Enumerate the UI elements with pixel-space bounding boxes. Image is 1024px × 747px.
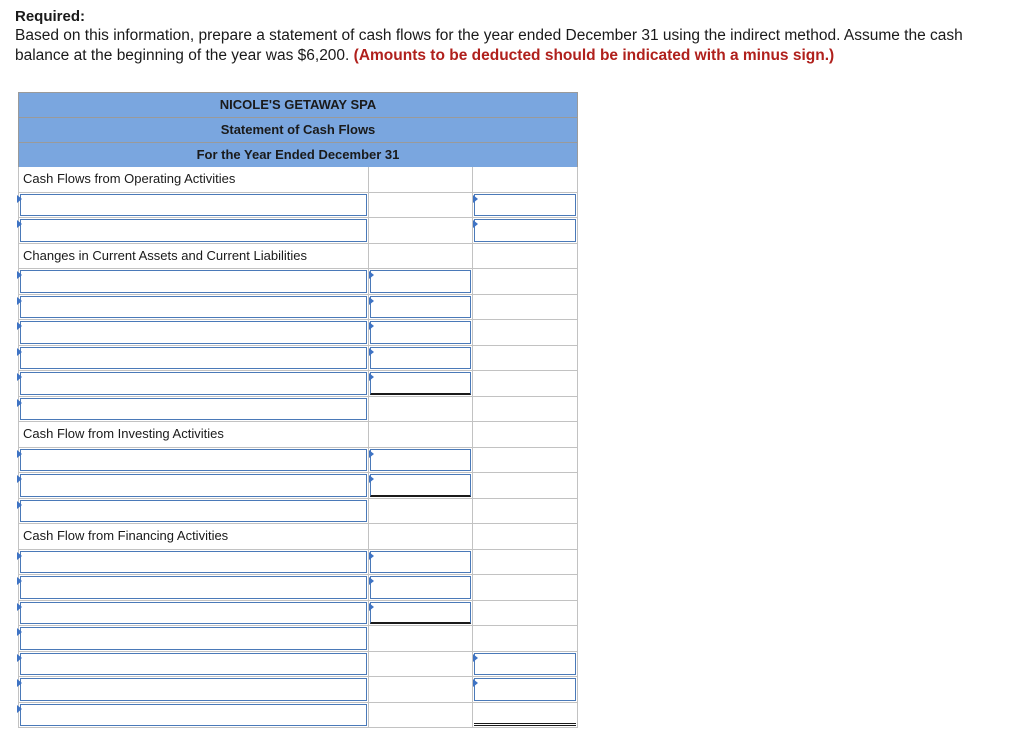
changes-row-4: [18, 346, 578, 372]
operating-row-1: [18, 193, 578, 219]
dropdown-arrow-icon: [473, 654, 478, 662]
empty-cell: [472, 295, 577, 320]
amount-input[interactable]: [472, 652, 577, 677]
account-select[interactable]: [19, 193, 368, 218]
dropdown-arrow-icon: [369, 271, 374, 279]
empty-cell: [472, 167, 577, 192]
beginning-cash-row: [18, 677, 578, 703]
dropdown-arrow-icon: [369, 373, 374, 381]
investing-label: Cash Flow from Investing Activities: [23, 426, 224, 441]
dropdown-arrow-icon: [17, 628, 22, 636]
financing-row-2: [18, 575, 578, 601]
empty-cell: [368, 703, 472, 728]
empty-cell: [368, 626, 472, 651]
financing-header-row: [18, 524, 578, 550]
changes-row-2: [18, 295, 578, 321]
empty-cell: [472, 601, 577, 626]
empty-cell: [368, 524, 472, 549]
empty-cell: [368, 244, 472, 269]
dropdown-arrow-icon: [17, 705, 22, 713]
empty-cell: [472, 320, 577, 345]
empty-cell: [368, 167, 472, 192]
empty-cell: [472, 550, 577, 575]
investing-total-row: [18, 499, 578, 525]
dropdown-arrow-icon: [17, 297, 22, 305]
dropdown-arrow-icon: [17, 195, 22, 203]
minus-sign-note: (Amounts to be deducted should be indicated with a minus sign.): [353, 47, 835, 64]
statement-period: For the Year Ended December 31: [18, 142, 578, 167]
empty-cell: [368, 652, 472, 677]
amount-input[interactable]: [368, 473, 472, 498]
dropdown-arrow-icon: [17, 577, 22, 585]
empty-cell: [368, 677, 472, 702]
account-select[interactable]: [19, 575, 368, 600]
dropdown-arrow-icon: [17, 348, 22, 356]
operating-row-2: [18, 218, 578, 244]
dropdown-arrow-icon: [473, 679, 478, 687]
operating-label: Cash Flows from Operating Activities: [23, 171, 236, 186]
account-select[interactable]: [19, 397, 368, 422]
amount-input[interactable]: [368, 371, 472, 396]
amount-input[interactable]: [472, 703, 577, 728]
dropdown-arrow-icon: [17, 322, 22, 330]
amount-input[interactable]: [472, 218, 577, 243]
empty-cell: [472, 575, 577, 600]
dropdown-arrow-icon: [369, 603, 374, 611]
dropdown-arrow-icon: [473, 195, 478, 203]
dropdown-arrow-icon: [17, 552, 22, 560]
account-select[interactable]: [19, 473, 368, 498]
dropdown-arrow-icon: [369, 450, 374, 458]
dropdown-arrow-icon: [17, 475, 22, 483]
empty-cell: [472, 499, 577, 524]
financing-total-row: [18, 626, 578, 652]
instructions-text: [15, 26, 1015, 66]
account-select[interactable]: [19, 677, 368, 702]
dropdown-arrow-icon: [369, 475, 374, 483]
account-select[interactable]: [19, 218, 368, 243]
investing-row-2: [18, 473, 578, 499]
statement-title: Statement of Cash Flows: [18, 117, 578, 142]
financing-row-3: [18, 601, 578, 627]
dropdown-arrow-icon: [17, 450, 22, 458]
dropdown-arrow-icon: [17, 373, 22, 381]
empty-cell: [472, 397, 577, 422]
empty-cell: [472, 346, 577, 371]
operating-header-row: [18, 167, 578, 193]
operating-total-row: [18, 397, 578, 423]
account-select[interactable]: [19, 499, 368, 524]
dropdown-arrow-icon: [17, 679, 22, 687]
amount-input[interactable]: [368, 575, 472, 600]
account-select[interactable]: [19, 448, 368, 473]
net-change-row: [18, 652, 578, 678]
amount-input[interactable]: [368, 269, 472, 294]
changes-row-1: [18, 269, 578, 295]
account-select[interactable]: [19, 703, 368, 728]
dropdown-arrow-icon: [17, 399, 22, 407]
cash-flow-statement: [18, 92, 578, 728]
amount-input[interactable]: [368, 448, 472, 473]
instructions-body: Based on this information, prepare a statement of cash flows for the year ended December 31 using the indirect method. Assume the cash balance at the beginning of the year was $6,200.: [15, 27, 963, 64]
account-select[interactable]: [19, 371, 368, 396]
empty-cell: [472, 448, 577, 473]
account-select[interactable]: [19, 550, 368, 575]
amount-input[interactable]: [368, 550, 472, 575]
empty-cell: [472, 371, 577, 396]
empty-cell: [368, 218, 472, 243]
amount-input[interactable]: [368, 346, 472, 371]
empty-cell: [368, 422, 472, 447]
dropdown-arrow-icon: [369, 322, 374, 330]
empty-cell: [472, 422, 577, 447]
dropdown-arrow-icon: [17, 501, 22, 509]
required-heading: Required:: [15, 8, 86, 25]
investing-row-1: [18, 448, 578, 474]
account-select[interactable]: [19, 601, 368, 626]
amount-input[interactable]: [472, 193, 577, 218]
ending-cash-row: [18, 703, 578, 729]
amount-input[interactable]: [472, 677, 577, 702]
amount-input[interactable]: [368, 601, 472, 626]
amount-input[interactable]: [368, 320, 472, 345]
dropdown-arrow-icon: [17, 654, 22, 662]
account-select[interactable]: [19, 320, 368, 345]
account-select[interactable]: [19, 652, 368, 677]
empty-cell: [368, 193, 472, 218]
dropdown-arrow-icon: [473, 220, 478, 228]
account-select[interactable]: [19, 295, 368, 320]
empty-cell: [368, 499, 472, 524]
empty-cell: [472, 524, 577, 549]
empty-cell: [472, 473, 577, 498]
dropdown-arrow-icon: [17, 220, 22, 228]
dropdown-arrow-icon: [369, 552, 374, 560]
empty-cell: [472, 269, 577, 294]
changes-header-row: [18, 244, 578, 270]
company-name: NICOLE'S GETAWAY SPA: [18, 92, 578, 117]
account-select[interactable]: [19, 346, 368, 371]
changes-row-3: [18, 320, 578, 346]
amount-input[interactable]: [368, 295, 472, 320]
dropdown-arrow-icon: [369, 348, 374, 356]
account-select[interactable]: [19, 626, 368, 651]
financing-label: Cash Flow from Financing Activities: [23, 528, 229, 543]
dropdown-arrow-icon: [17, 603, 22, 611]
changes-label: Changes in Current Assets and Current Liabilities: [23, 247, 307, 263]
dropdown-arrow-icon: [369, 297, 374, 305]
investing-header-row: [18, 422, 578, 448]
dropdown-arrow-icon: [17, 271, 22, 279]
empty-cell: [472, 626, 577, 651]
dropdown-arrow-icon: [369, 577, 374, 585]
account-select[interactable]: [19, 269, 368, 294]
empty-cell: [472, 244, 577, 269]
empty-cell: [368, 397, 472, 422]
financing-row-1: [18, 550, 578, 576]
changes-row-5: [18, 371, 578, 397]
